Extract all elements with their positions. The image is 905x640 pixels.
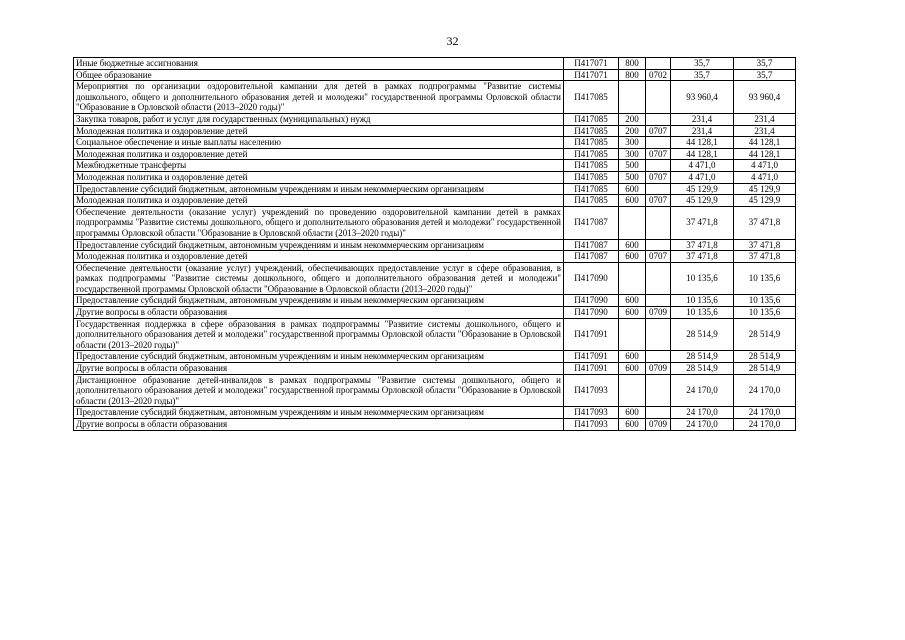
section-code-cell: 0702	[646, 69, 671, 81]
amount-1-cell: 37 471,8	[671, 239, 734, 251]
table-row	[74, 363, 796, 375]
expense-type-cell: 600	[619, 195, 646, 207]
row-name-cell: Молодежная политика и оздоровление детей	[74, 251, 564, 263]
table-row	[74, 113, 796, 125]
amount-1-cell: 44 128,1	[671, 137, 734, 149]
amount-2-cell: 35,7	[734, 58, 796, 70]
expense-type-cell: 600	[619, 183, 646, 195]
row-name-cell: Межбюджетные трансферты	[74, 160, 564, 172]
table-row	[74, 251, 796, 263]
target-code-cell: П417071	[564, 69, 619, 81]
budget-table-body	[74, 58, 796, 431]
target-code-cell: П417085	[564, 125, 619, 137]
expense-type-cell: 600	[619, 307, 646, 319]
amount-1-cell: 24 170,0	[671, 419, 734, 431]
row-name-cell: Государственная поддержка в сфере образования в рамках подпрограммы "Развитие системы дошкольного, общего и дополнительного образования детей и молодежи" государственной программы Орловской области "Образование в Орловской области (2013–2020 годы)"	[74, 318, 564, 351]
target-code-cell: П417087	[564, 251, 619, 263]
table-row	[74, 125, 796, 137]
table-row	[74, 239, 796, 251]
target-code-cell: П417091	[564, 318, 619, 351]
target-code-cell: П417085	[564, 195, 619, 207]
row-name-cell: Другие вопросы в области образования	[74, 419, 564, 431]
expense-type-cell	[619, 374, 646, 407]
amount-2-cell: 28 514,9	[734, 363, 796, 375]
table-row	[74, 137, 796, 149]
amount-2-cell: 231,4	[734, 113, 796, 125]
section-code-cell	[646, 262, 671, 295]
expense-type-cell: 600	[619, 351, 646, 363]
amount-1-cell: 231,4	[671, 125, 734, 137]
row-name-cell: Мероприятия по организации оздоровительной кампании для детей в рамках подпрограммы "Развитие системы дошкольного, общего и дополнительного образования детей и молодежи" государственной программы Орловской области "Образование в Орловской области (2013–2020 годы)"	[74, 81, 564, 114]
amount-1-cell: 24 170,0	[671, 374, 734, 407]
section-code-cell	[646, 58, 671, 70]
amount-2-cell: 44 128,1	[734, 137, 796, 149]
table-row	[74, 81, 796, 114]
section-code-cell: 0709	[646, 419, 671, 431]
amount-1-cell: 45 129,9	[671, 195, 734, 207]
amount-1-cell: 93 960,4	[671, 81, 734, 114]
amount-2-cell: 231,4	[734, 125, 796, 137]
target-code-cell: П417085	[564, 148, 619, 160]
target-code-cell: П417085	[564, 137, 619, 149]
amount-2-cell: 35,7	[734, 69, 796, 81]
amount-2-cell: 28 514,9	[734, 318, 796, 351]
amount-1-cell: 28 514,9	[671, 318, 734, 351]
section-code-cell	[646, 318, 671, 351]
row-name-cell: Предоставление субсидий бюджетным, автономным учреждениям и иным некоммерческим организациям	[74, 295, 564, 307]
section-code-cell: 0709	[646, 363, 671, 375]
table-row	[74, 195, 796, 207]
section-code-cell: 0707	[646, 148, 671, 160]
row-name-cell: Предоставление субсидий бюджетным, автономным учреждениям и иным некоммерческим организациям	[74, 183, 564, 195]
amount-2-cell: 24 170,0	[734, 374, 796, 407]
table-row	[74, 58, 796, 70]
amount-1-cell: 4 471,0	[671, 171, 734, 183]
section-code-cell	[646, 206, 671, 239]
amount-2-cell: 10 135,6	[734, 307, 796, 319]
amount-2-cell: 37 471,8	[734, 206, 796, 239]
expense-type-cell: 500	[619, 171, 646, 183]
target-code-cell: П417085	[564, 81, 619, 114]
section-code-cell	[646, 374, 671, 407]
amount-2-cell: 37 471,8	[734, 251, 796, 263]
amount-1-cell: 10 135,6	[671, 295, 734, 307]
amount-1-cell: 35,7	[671, 69, 734, 81]
amount-2-cell: 37 471,8	[734, 239, 796, 251]
expense-type-cell	[619, 81, 646, 114]
row-name-cell: Молодежная политика и оздоровление детей	[74, 125, 564, 137]
amount-2-cell: 10 135,6	[734, 295, 796, 307]
row-name-cell: Молодежная политика и оздоровление детей	[74, 171, 564, 183]
target-code-cell: П417090	[564, 307, 619, 319]
expense-type-cell: 800	[619, 58, 646, 70]
target-code-cell: П417093	[564, 407, 619, 419]
table-row	[74, 419, 796, 431]
target-code-cell: П417093	[564, 374, 619, 407]
table-row	[74, 160, 796, 172]
table-row	[74, 171, 796, 183]
row-name-cell: Другие вопросы в области образования	[74, 363, 564, 375]
amount-1-cell: 35,7	[671, 58, 734, 70]
amount-2-cell: 93 960,4	[734, 81, 796, 114]
row-name-cell: Другие вопросы в области образования	[74, 307, 564, 319]
target-code-cell: П417085	[564, 160, 619, 172]
row-name-cell: Закупка товаров, работ и услуг для государственных (муниципальных) нужд	[74, 113, 564, 125]
amount-2-cell: 45 129,9	[734, 195, 796, 207]
page-number: 32	[446, 34, 459, 48]
amount-2-cell: 45 129,9	[734, 183, 796, 195]
expense-type-cell: 200	[619, 125, 646, 137]
section-code-cell	[646, 351, 671, 363]
amount-1-cell: 45 129,9	[671, 183, 734, 195]
target-code-cell: П417071	[564, 58, 619, 70]
expense-type-cell	[619, 318, 646, 351]
row-name-cell: Иные бюджетные ассигнования	[74, 58, 564, 70]
expense-type-cell: 300	[619, 148, 646, 160]
target-code-cell: П417085	[564, 113, 619, 125]
table-row	[74, 351, 796, 363]
section-code-cell	[646, 239, 671, 251]
amount-2-cell: 10 135,6	[734, 262, 796, 295]
amount-2-cell: 4 471,0	[734, 171, 796, 183]
row-name-cell: Дистанционное образование детей-инвалидов в рамках подпрограммы "Развитие системы дошкольного, общего и дополнительного образования детей и молодежи" государственной программы Орловской области "Образование в Орловской области (2013–2020 годы)"	[74, 374, 564, 407]
table-row	[74, 262, 796, 295]
row-name-cell: Общее образование	[74, 69, 564, 81]
table-row	[74, 307, 796, 319]
section-code-cell	[646, 81, 671, 114]
target-code-cell: П417085	[564, 171, 619, 183]
target-code-cell: П417087	[564, 239, 619, 251]
section-code-cell	[646, 137, 671, 149]
target-code-cell: П417087	[564, 206, 619, 239]
table-row	[74, 374, 796, 407]
amount-2-cell: 44 128,1	[734, 148, 796, 160]
section-code-cell	[646, 295, 671, 307]
table-row	[74, 148, 796, 160]
row-name-cell: Предоставление субсидий бюджетным, автономным учреждениям и иным некоммерческим организациям	[74, 407, 564, 419]
section-code-cell	[646, 160, 671, 172]
target-code-cell: П417091	[564, 351, 619, 363]
amount-2-cell: 24 170,0	[734, 419, 796, 431]
amount-1-cell: 24 170,0	[671, 407, 734, 419]
row-name-cell: Молодежная политика и оздоровление детей	[74, 195, 564, 207]
amount-2-cell: 4 471,0	[734, 160, 796, 172]
amount-1-cell: 28 514,9	[671, 351, 734, 363]
target-code-cell: П417085	[564, 183, 619, 195]
target-code-cell: П417093	[564, 419, 619, 431]
expense-type-cell: 600	[619, 419, 646, 431]
expense-type-cell: 600	[619, 251, 646, 263]
expense-type-cell: 300	[619, 137, 646, 149]
target-code-cell: П417090	[564, 262, 619, 295]
table-row	[74, 206, 796, 239]
budget-table	[73, 57, 796, 431]
row-name-cell: Обеспечение деятельности (оказание услуг) учреждений по проведению оздоровительной кампании детей в рамках подпрограммы "Развитие системы дошкольного, общего и дополнительного образования детей и молодежи" государственной программы Орловской области "Образование в Орловской области (2013–2020 годы)"	[74, 206, 564, 239]
table-row	[74, 407, 796, 419]
expense-type-cell	[619, 206, 646, 239]
target-code-cell: П417091	[564, 363, 619, 375]
expense-type-cell	[619, 262, 646, 295]
section-code-cell: 0707	[646, 171, 671, 183]
section-code-cell	[646, 407, 671, 419]
table-row	[74, 295, 796, 307]
amount-2-cell: 24 170,0	[734, 407, 796, 419]
expense-type-cell: 200	[619, 113, 646, 125]
expense-type-cell: 500	[619, 160, 646, 172]
section-code-cell: 0709	[646, 307, 671, 319]
amount-1-cell: 28 514,9	[671, 363, 734, 375]
target-code-cell: П417090	[564, 295, 619, 307]
amount-2-cell: 28 514,9	[734, 351, 796, 363]
amount-1-cell: 44 128,1	[671, 148, 734, 160]
row-name-cell: Предоставление субсидий бюджетным, автономным учреждениям и иным некоммерческим организациям	[74, 351, 564, 363]
amount-1-cell: 10 135,6	[671, 307, 734, 319]
amount-1-cell: 10 135,6	[671, 262, 734, 295]
row-name-cell: Предоставление субсидий бюджетным, автономным учреждениям и иным некоммерческим организациям	[74, 239, 564, 251]
expense-type-cell: 600	[619, 363, 646, 375]
row-name-cell: Обеспечение деятельности (оказание услуг) учреждений, обеспечивающих предоставление услуг в сфере образования, в рамках подпрограммы "Развитие системы дошкольного, общего и дополнительного образования детей и молодежи" государственной программы Орловской области "Образование в Орловской области (2013–2020 годы)"	[74, 262, 564, 295]
row-name-cell: Молодежная политика и оздоровление детей	[74, 148, 564, 160]
table-row	[74, 318, 796, 351]
section-code-cell: 0707	[646, 125, 671, 137]
section-code-cell: 0707	[646, 195, 671, 207]
amount-1-cell: 231,4	[671, 113, 734, 125]
row-name-cell: Социальное обеспечение и иные выплаты населению	[74, 137, 564, 149]
expense-type-cell: 600	[619, 407, 646, 419]
expense-type-cell: 600	[619, 239, 646, 251]
section-code-cell	[646, 113, 671, 125]
amount-1-cell: 37 471,8	[671, 251, 734, 263]
table-row	[74, 69, 796, 81]
expense-type-cell: 800	[619, 69, 646, 81]
amount-1-cell: 4 471,0	[671, 160, 734, 172]
amount-1-cell: 37 471,8	[671, 206, 734, 239]
table-row	[74, 183, 796, 195]
section-code-cell	[646, 183, 671, 195]
section-code-cell: 0707	[646, 251, 671, 263]
expense-type-cell: 600	[619, 295, 646, 307]
